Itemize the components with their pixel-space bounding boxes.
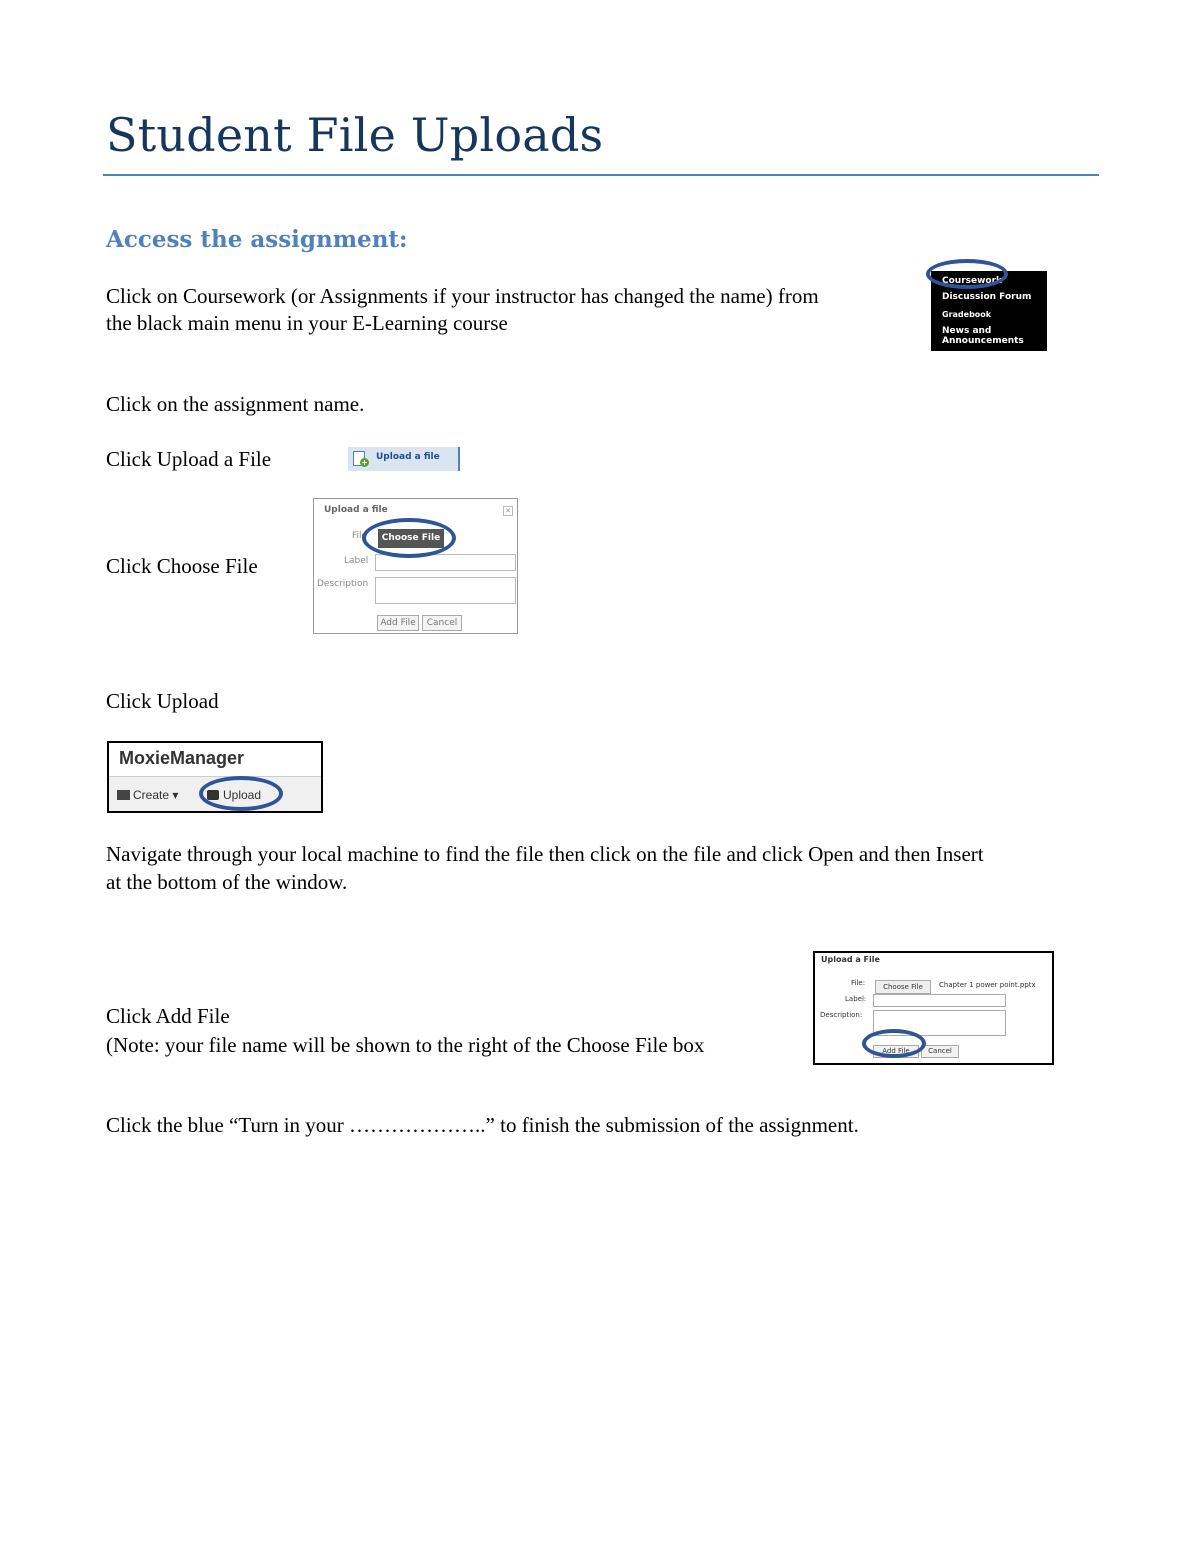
step-navigate-line1: Navigate through your local machine to find the file then click on the file and click Open and then Insert xyxy=(106,842,984,866)
step-add-file-note: (Note: your file name will be shown to the right of the Choose File box xyxy=(106,1033,705,1057)
highlight-ellipse-choose-file xyxy=(362,518,456,558)
title-divider xyxy=(103,174,1099,176)
menu-item-coursework: Coursework xyxy=(942,276,1003,286)
menu-item-announcements: Announcements xyxy=(942,336,1024,346)
add-file-button: Add File xyxy=(873,1045,919,1058)
step-navigate-line2: at the bottom of the window. xyxy=(106,870,348,894)
upload-a-file-button-screenshot xyxy=(348,447,460,471)
choose-file-button: Choose File xyxy=(875,980,931,994)
upload-label: Upload xyxy=(223,788,262,802)
step-coursework-line1: Click on Coursework (or Assignments if your instructor has changed the name) from xyxy=(106,284,819,308)
step-coursework-line2: the black main menu in your E-Learning course xyxy=(106,311,508,335)
cancel-button: Cancel xyxy=(422,615,462,631)
cancel-button: Cancel xyxy=(921,1045,959,1058)
add-file-dialog-screenshot xyxy=(813,951,1054,1065)
description-label: Description xyxy=(317,579,369,589)
label-label: Label xyxy=(344,556,369,566)
step-turn-in: Click the blue “Turn in your ………………..” to finish the submission of the assignment. xyxy=(106,1113,859,1137)
highlight-ellipse-upload xyxy=(199,776,283,811)
step-add-file: Click Add File xyxy=(106,1004,230,1028)
create-menu xyxy=(117,788,178,802)
moxie-app-name: MoxieManager xyxy=(119,748,245,768)
dialog-title: Upload a file xyxy=(324,505,388,515)
moxie-header xyxy=(109,743,321,777)
file-label: File xyxy=(352,531,368,541)
dialog-title: Upload a File xyxy=(821,955,880,964)
label-label: Label: xyxy=(845,995,867,1003)
section-heading: Access the assignment: xyxy=(106,226,408,253)
step-assignment-name: Click on the assignment name. xyxy=(106,392,365,416)
menu-item-discussion-forum: Discussion Forum xyxy=(942,292,1032,302)
menu-item-gradebook: Gradebook xyxy=(942,310,992,319)
file-label: File: xyxy=(851,979,866,987)
highlight-ellipse-add-file xyxy=(862,1029,926,1058)
step-choose-file: Click Choose File xyxy=(106,554,258,578)
step-upload: Click Upload xyxy=(106,689,219,713)
label-field xyxy=(873,994,1006,1007)
plus-icon: + xyxy=(361,458,368,467)
add-file-button: Add File xyxy=(377,615,419,631)
step-upload-a-file: Click Upload a File xyxy=(106,447,272,471)
create-label: Create ▾ xyxy=(133,788,179,802)
upload-a-file-label: Upload a file xyxy=(376,452,440,462)
choose-file-button: Choose File xyxy=(378,529,444,548)
description-field xyxy=(375,577,516,604)
description-label: Description: xyxy=(820,1011,863,1019)
selected-file-name: Chapter 1 power point.pptx xyxy=(939,981,1036,989)
highlight-ellipse-coursework xyxy=(926,259,1008,289)
close-icon: ✕ xyxy=(503,506,513,516)
page-title: Student File Uploads xyxy=(106,108,604,162)
menu-item-news: News and xyxy=(942,326,992,336)
folder-icon xyxy=(117,790,130,800)
